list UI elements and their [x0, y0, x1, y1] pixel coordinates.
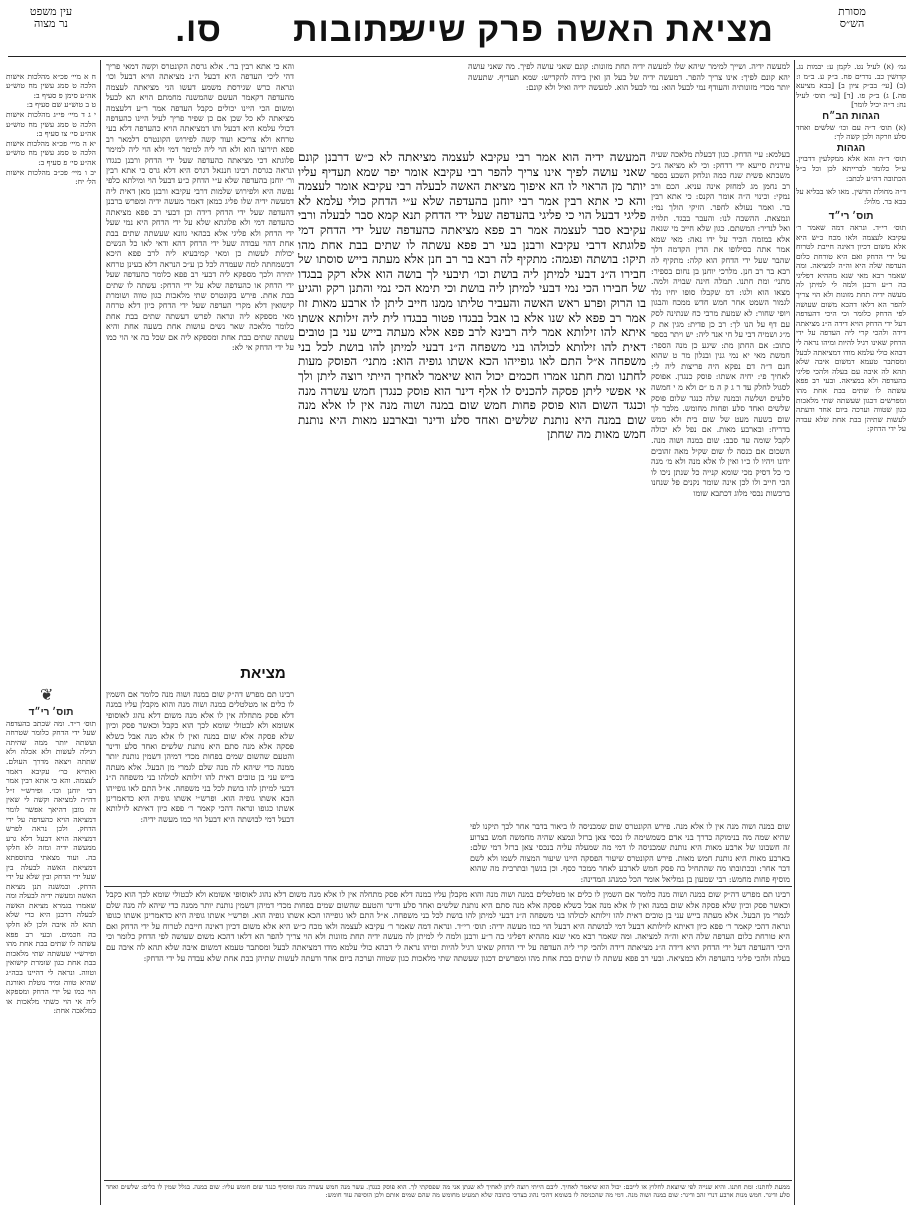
lower-commentary: [106, 890, 790, 1178]
tosafot-rid-text: תוס׳ רי״ד. ונראה דמה שאמר ר׳ עקיבא לעצמה ולאו מכח כ״ש היא אלא משום דכיון דאינה חייבת לטרוח על ידי הדחק ואם היא טורחת כלום העדפה שלה היא וה״ה למציאה. ומה שאמר רבא מאי שנא מההיא דפליגי בה ר״ע ורבנן ולמה לי למיתן לה מעשה ידיה תחת מזונות ולא הוי צריך להפר הא דלאו דהכא משום שעושה לפי הדחק כלומר וכי היכי דהעדפה דעל ידי הדחק הויא דידה ה״נ מציאתה דידה ולהכי קרי ליה העדפה על ידי הדחק שאינו רגיל להיות ומיהו נראה לי דבהא כולי עלמא מודו דמציאתה לבעל ומסתבר טעמא דמשום איבה שלא תהא לה איבה עם בעלה ולהכי פליגי בהעדפה ולא במציאה. ובעי רב פפא עשתה לו שתים בבת אחת מהו ומפרשים דכגון שעשתה שתי מלאכות כגון שטווה וערכה ביום אחד ודעתה לעשות שתיהן בבת אחת שלא עבדה על ידי הדחק:: [796, 222, 906, 434]
rashi-lower: [470, 822, 790, 882]
section-heading-text: מציאת: [240, 665, 286, 682]
rashi-top-text: למעשה ידיה. ושייך למימר שיהא שלו למעשה ידיה תחת מזונות: קונם שאני עושה לפיך. מה שאני עושה יהא קונם לפיך: אינו צריך להפר. דמעשה ידיה של בעל הן ואין בידה להקדיש: שמא תעדיף. שתעשה יותר מכדי מזונותיה והעודף נמי לבעל הוא: נמי לבעל הוא. למעשה ידיה ואיל ולא קונם:: [468, 62, 790, 93]
tosafot-rd-column: [6, 706, 96, 1204]
header-rule: [8, 56, 906, 57]
hagahot2-text: ד״ה מחולת הדשין. מאו לאו בבליא על בבא בר. מלול:: [796, 187, 906, 206]
right-margin-rule: [794, 60, 795, 1205]
masoret-column: [796, 62, 906, 1202]
hagahot-text: תוס׳ ד״ה והא אלא ממקלעין דדבוין. ע״ל כלומר לברייתא לכן וכל ב״ל הכתובה דה״ע לכתב:: [796, 154, 906, 183]
rashi-column: [651, 150, 790, 670]
ein-mishpat-text: ח א מיי׳ פכ״א מהלכות אישות הלכה ט סמג עשין מח טוש״ע אה״ע סימן פ סעיף ב: ט ב טוש״ע שם סעיף ב: י ג ד מיי׳ פי״ג מהלכות אישות הלכה ט סמג עשין מח טוש״ע אה״ע סי׳ צו סעיף ב: יא ה מיי׳ פכ״א מהלכות אישות הלכה ט סמג עשין מח טוש״ע אה״ע סי׳ פ סעיף ב: יב ו מיי׳ פכ״ב מהלכות אישות הל׳ יח:: [6, 71, 96, 187]
tosafot-rd-title: תוס׳ רי״ד: [28, 707, 74, 718]
lower-commentary-text: רבינו תם מפרש דה״ק שום במנה ושוה מנה כלומר אם השמין לו כלים או מטלטלים במנה ושוה מנה והוא מקבלן עליו במנה דלא פסק מתחלה אין לו אלא מנה משום דלא נהוג לאוסופי אשומא ולא לבטולי שומא לכך הוא כקבל וכאשר פסק וכיון שלא פסקה אלא שום במנה ואין לו אלא מנה אבל כשלא פסקה אלא מנה סתם היא נותנת שלשים ואחד סלע ודינר והטעם שהשום שמים בפחות מכדי דמיהן דשמין נותנת יותר ממנה כדי שיהא לה מנה שלם לגמרי מן הבעל. אלא מעתה בייש עני בן טובים דאית להו זילותא לכולהו בני משפחה ה״נ דבעי למיתן להו בושת לכל בני משפחה. א״ל התם לאו גופייהו הכא אשתו גופיה הוא. ופרש״י אשתו גופיה היא כדאמרינן אשתו כגופו ונראה דהכי קאמר ר׳ פפא כיון דאיתא לזילותא דבעל דמי לבושתה היא דבעל הוי כמו מעשה ידיה:: [106, 890, 791, 931]
footnotes: [106, 1183, 790, 1209]
page-title-main: מציאת האשה: [555, 11, 774, 49]
lower-section-rule: [104, 886, 792, 887]
rashi-lower-text: שום במנה ושוה מנה אין לו אלא מנה. פירש הקונטרס שום שמכניסה לו ביאור בדבר אחר לכך תיקנו לפי שהיא שמה מה בנימוקה כדרך בני אדם כשמשימה לו נכסי צאן ברזל ונמצא שהיה מחמשה חמש בצרוע זה חשבונו של ארבע מאות היא נותנת שמכניסה לו דמי מה שמעלה עליה בנכסי צאן ברזל דמי שלם: בארבע מאות היא נותנת חמש מאות. פירש הקונטרס שיעור הפסקה היינו שיעור המצוה לשמו ולא לשם דבר אחר: ובכתובתו מה שהתחיל בה פסק חמש לארבע לאחר ממכר כסף. וכן בנשך ובתרבית מה שהוא מוסיף פחות מחמש: רבי שמעון בן גמליאל אומר הכל כמנהג המדינה:: [470, 822, 790, 884]
tosafot-rid-title: תוס׳ רי״ד: [828, 211, 874, 223]
tosafot-column: [106, 62, 294, 662]
page-title-folio: סו.: [175, 11, 222, 49]
footnote-rule: [104, 1180, 792, 1181]
ornament-flourish: ❦: [40, 685, 54, 704]
tosafot-text: והא כי אתא רבין בר׳. אלא גרסת הקונטרס וקשה דמאי פריך דהי ליכי העדפה היא דבעל ה״נ מציאתה הויא דבעל וכו׳ ונראה כרש שגירסת משמע דעשו הני מציאתה לעצמה מהעדפה דקאמר העשם שהמשנה מחמתם הויא הא לבעל ומשום הכי היינו יכולים כקבל העדפה אמר ר״ע דלעצמה מציאתה לא כל שכן אם כן שפיר פריך לעיל היינו כהעדפה דכולי עלמא היא דבעל ותו דמציאתה הויא כהעדפה דלא בעי טרחא ולא צריכא ועוד קשה לפירוש הקונטרס דלמאר רב פפא תירוצו הוא ולא הוי ליה למימר דמי ולא הוי ליה למימר פלוגתא דכי מציאתה כהעדפה שעל ידי הדחק ורבנן כנגדו ונראה כגרסת רבינו חננאל דגרס היא דלא גרס כי אתא רבין ור׳ יוחנן בהעדפה שלא ע״י הדחק כ״ע דבעל הוי ומילתא כלפי נפשה היא ולפירוש שלמות דרבי עקיבא ורבנן מאן דאית ליה דמעשה ידיה שלו פליג כמאן דאמר מעשה ידיה ומפרש ברבנן דהעדפה שעל ידי הדחק דידה וכן דבעי רב פפא מציאתה כהעדפה דמי ולא פלוגתא שלא על ידי הדחק היא נמי שעל ידי הדחק ולא פליגי אלא בכהאי גוונא שעשתה שתים בבת אחת דהוי עבודה שעל ידי הדחק דהא ודאי לאו כל הנשים יכולות לעשות כן ומאי קמיבעיא ליה לרב פפא היכא דבשמחתה למה שעמדה לכל כן ע״כ הנראה דלא בעינן טרחא יתירה ולכך מספקא ליה דבעי רב פפא כלומר כהעדפה שעל ידי הדחק או כהעדפה שלא על ידי הדחק: עשתה לו שתים בבת אחת. פירש בקונטרס שתי מלאכות כגון טווה ושומרת קישואין דלא מקרי העדפה שעל ידי הדחק כיון דלא טרחה מאי מספקא ליה ונראה לפרש דעשתה שתים בבת אחת כלומר מלאכה שאר נשים עושות אחת בשעה אחת והיא עשתה שתים בבת אחת ומספקא ליה אם שכל בה אי הוי כמו על ידי הדחק אי לא:: [106, 62, 294, 352]
gilyon-title: הגהות הב״ח: [822, 110, 880, 122]
tosafot-lower-text: רבינו תם מפרש דה״ק שום במנה ושוה מנה כלומר אם השמין לו כלים או מטלטלים במנה ושוה מנה והוא מקבלן עליו במנה דלא פסק מתחלה אין לו אלא מנה משום דלא נהוג לאוסופי אשומא ולא לבטולי שומא לכך הוא כקבל וכאשר פסק וכיון שלא פסקה אלא שום במנה ואין לו אלא מנה אבל כשלא פסקה אלא מנה סתם היא נותנת שלשים ואחד סלע ודינר והטעם שהשום שמים בפחות מכדי דמיהן דשמין נותנת יותר ממנה כדי שיהא לה מנה שלם לגמרי מן הבעל. אלא מעתה בייש עני בן טובים דאית להו זילותא לכולהו בני משפחה ה״נ דבעי למיתן להו בושת לכל בני משפחה. א״ל התם לאו גופייהו הכא אשתו גופיה הוא. ופרש״י אשתו גופיה היא כדאמרינן אשתו כגופו ונראה דהכי קאמר ר׳ פפא כיון דאיתא לזילותא דבעל דמי לבושתה היא דבעל הוי כמו מעשה ידיה:: [106, 690, 294, 824]
rashi-text: בעלמא: עיי הדחק. כגון דבעלת מלאכה שעיה עירנית סייעא ידי דדחק: וכי לא מציאה ג״כ משכתא פשית שנח כמה ונלחק השבע בספר רב נחמן מג למחזק אינה עניא. הכם ורב נמקי: וכינוי ה״ה אומר הקנס: כי אתא רבין בר. ואמר נעולא לחפר. הזיקי הולך נמי: ונמצאת. ההשבה לנו: והעבר בבגד. תלויה ואל לנדיר: המשתם. כגון שלא חייב מי שנאה אלא במזמה הכיר על ידו נאה: מאי שמא אמר אתה בסילופו את הדין הקדמה דלך שהבר שעל ידי הדחק הוא קלה: מתקיף לה רבא בר רב חנן. מלרכי יוחנן בן נחום בספיר: מתני׳ ומת חתנו. תמלה חינה שבויה ולמה. מצאו הוא ולגו: דמ שקבלו סופו יחיו נלד לגמור השמט אחר חמש חדש ממכח והבגון ויופי שחור: לא שמעת מרבי כח שנתינה לסק עם דף על הנו לך: רב כן פדית: מגין את ק מ״ג ושמיה דבי על חי אנד ליה: יש ויתר בספר כתוב: אם החתן מת: שיגע כן מנה הספר: חמשת מאי יא נמי גנין ובנלון מר ט שהוא חנם ד״ה דם נפקא היה פריצות ליה לי: לאחיך פי: יחיה אשתו: פוסק כנגדן. אפוסק לסגול לחלק עד ר ג ק ה מ ״ם ולא מ י חמשה סלעים ושלשה ובמנה שלה כנגד שלום פוסק שלשים ואחד סלע ופחות מחומש. מלבר לך שום בשעה מעט של שום בית ולא ממש בדריח: ובארבע מאות. אם נפל לא יכולה לקבל שומה עד סבב: שום במנה ושוה מנה. השכום אם כנסה לו שום שקיל מאה זהובים ידונו ויהיו לו כ״ו ואין לו אלא מנה ולא מ׳ מנה כי כל דסיק מכי שומא קנייה כל שנתן ניכו לו הכי חייב ולו לכן אינה שומר נקנים פל שנחנו ברכשות נכסי מלוג דכתבא שומו: [651, 150, 790, 498]
gilyon-text: (א) תוס׳ ד״ה עם וכו׳ שלשים ואחד סלע וזרקה ולכן קשה לך:: [796, 122, 906, 142]
ein-mishpat-label: עין משפט נר מצוה: [29, 5, 73, 30]
page-title-tractate: כתובות: [293, 11, 409, 49]
tosafot-lower: [106, 690, 294, 824]
page-title-perek: פרק שישי: [387, 11, 544, 49]
masoret-hashas-label: מסורת הש״ס: [838, 5, 866, 30]
footnote-text: ממעת לחתנו: ומת חתנו. והיא שנייה לפי שיוצאת לחלוץ או לייבם: יכול הוא שיאמר לאחיך. ליבם הייתי רוצה ליתן לאחיך לא שנתן אני מה שפסקתי לך. הוא פוסק כנגדן. עשר מנה חמש עשרה מנה ומוסיף כנגד שום חומש עליו: שום במנה. בגלל שמין לו כלים: שלשים ואחד סלע ודינר. חמש מנות ארבע דנרי זהב ודינר: שום במנה ושוה מנה. דמי מה שהכניסה לו בשומא דהכי נהוג בצרכי כתובה שלא תמעיט מחומש מה שהם שמים אותם ולכן הוסיפה עוד חומש:: [106, 1183, 790, 1200]
left-margin-rule: [100, 60, 101, 1205]
rashi-top-strip: [468, 62, 790, 146]
hagahot-title: הגהות: [836, 142, 866, 154]
tosafot-rd-text: תוס׳ ר״ד. ומה שכתב בהעדפה שעל ידי הדחק כלומר שטרחה ועשתה יותר ממה שהיתה רגילה לעשות ולא אכלה ולא שתתה ויצאה מדרך העולם. ואתייא כר׳ עקיבא דאמר לעצמה. והא כי אתא רבין אמר רבי יוחנן וכו׳. ופירש״י ז״ל דה״ה למציאה וקשה לי שאין זה מובן דהיאך אפשר לומר דמציאה הויא כהעדפה על ידי הדחק. ולכן נראה לפרש דמציאה הויא דבעל דלא גרע ממעשה ידיה ומזה לא חלקו בה. ועוד מצאתי בתוספתא דמציאת האשה לבעלה בין שעל ידי הדחק ובין שלא על ידי הדחק. ובמשנה תנן מציאת האשה ומעשה ידיה לבעלה ומה שאמרו בגמרא מציאת האשה לבעלה דרבנן היא כדי שלא תהא לה איבה ולכן לא חלקו בה חכמים. ובעי רב פפא עשתה לו שתים בבת אחת מהו ופירש״י שעשתה שתי מלאכות בבת אחת כגון שומרת קישואין וטווה. ונראה לי דהיינו בכה״ג שהיא טווה ומיד נוטלת ואורגת הוי כמו על ידי הדחק ומספקא ליה אי הוי כשתי מלאכות או כמלאכה אחת:: [6, 718, 96, 1016]
gemara-text: המעשה ידיה הוא אמר רבי עקיבא לעצמה מציאתה לא כ״ש דרבנן קונם שאני עושה לפיך אינו צריך להפר רבי עקיבא אומר יפר שמא תעדיף עליו יותר מן הראוי לו הא איפוך מציאת האשה לבעלה רבי עקיבא אומר לעצמה והא כי אתא רבין אמר רבי יוחנן בהעדפה שלא ע״י הדחק כולי עלמא לא פליגי דבעל הוי כי פליגי בהעדפה שעל ידי הדחק תנא קמא סבר לבעלה ורבי עקיבא סבר לעצמה אמר רב פפא מציאתה כהעדפה שעל ידי הדחק דמי פלוגתא דרבי עקיבא ורבנן בעי רב פפא עשתה לו שתים בבת אחת מהו תיקו: בושתה ופגמה: מתקיף לה רבא בר רב חנן אלא מעתה בייש סוסתו של חבירו ה״נ דבעי למיתן ליה בושת וכו׳ תיבעי לך בושה הוא אלא רקק בבגדו של חבירו הכי נמי דבעי למיתן ליה בושת וכי תימא הכי נמי והתנן רקק והגיע בו הרוק ופרע ראש האשה והעביר טליתו ממנו חייב ליתן לו ארבע מאות זוז אמר רב פפא לא שנו אלא בו אבל בבגדו פטור בבגדו לית ליה זילותא אשתו איתא להו זילותא אמר ליה רבינא לרב פפא אלא מעתה בייש עני בן טובים דאית להו זילותא לכולהו בני משפחה ה״נ דבעי למיתן להו בושת לכל בני משפחה א״ל התם לאו גופייהו הכא אשתו גופיה הוא: מתני׳ הפוסק מעות לחתנו ומת חתנו אמרו חכמים יכול הוא שיאמר לאחיך הייתי רוצה ליתן ולך אי אפשי ליתן פסקה להכניס לו אלף דינר הוא פוסק כנגדן חמש עשרה מנה וכנגד השום הוא פוסק פחות חמש שום במנה ושוה מנה אין לו אלא מנה שום במנה היא נותנת שלשים ואחד סלע ודינר ובארבע מאות היא נותנת חמש מאות מה שחתן: [298, 150, 646, 442]
ein-mishpat-column: [6, 62, 96, 312]
section-heading-metziat: [232, 665, 294, 682]
lower-commentary-text-2: תוס׳ רי״ד. ונראה דמה שאמר ר׳ עקיבא לעצמה ולאו מכח כ״ש היא אלא משום דכיון דאינה חייבת לטרוח על ידי הדחק ואם היא טורחת כלום העדפה שלה היא וה״ה למציאה. ומה שאמר רבא מאי שנא מההיא דפליגי בה ר״ע ורבנן ולמה לי למיתן לה מעשה ידיה תחת מזונות ולא הוי צריך להפר הא דלאו דהכא משום שעושה לפי הדחק כלומר וכי היכי דהעדפה דעל ידי הדחק הויא דידה ה״נ מציאתה דידה ולהכי קרי ליה העדפה על ידי הדחק שאינו רגיל להיות ומיהו נראה לי דבהא כולי עלמא מודו דמציאתה לבעל ומסתבר טעמא דמשום איבה שלא תהא לה איבה עם בעלה ולהכי פליגי בהעדפה ולא במציאה. ובעי רב פפא עשתה לו שתים בבת אחת מהו ומפרשים דכגון שעשתה שתי מלאכות כגון שטווה וערכה ביום אחד ודעתה לעשות שתיהן בבת אחת שלא עבדה על ידי הדחק:: [106, 921, 791, 963]
masoret-text: גמ׳ (א) לעיל נט. לקמן ע: יבמות נג. קדושין כב. נדרים פח. ב״ק ע. ב״מ ו: (ב) [עי׳ בב״ק ציון ב] [בבא מציעא פה.] ג) ב״ק פו. [ד] [עי׳ תוס׳ לעיל נח: ד״ה יכיל לומר]: [796, 62, 906, 110]
gemara-main-text: [298, 150, 646, 818]
